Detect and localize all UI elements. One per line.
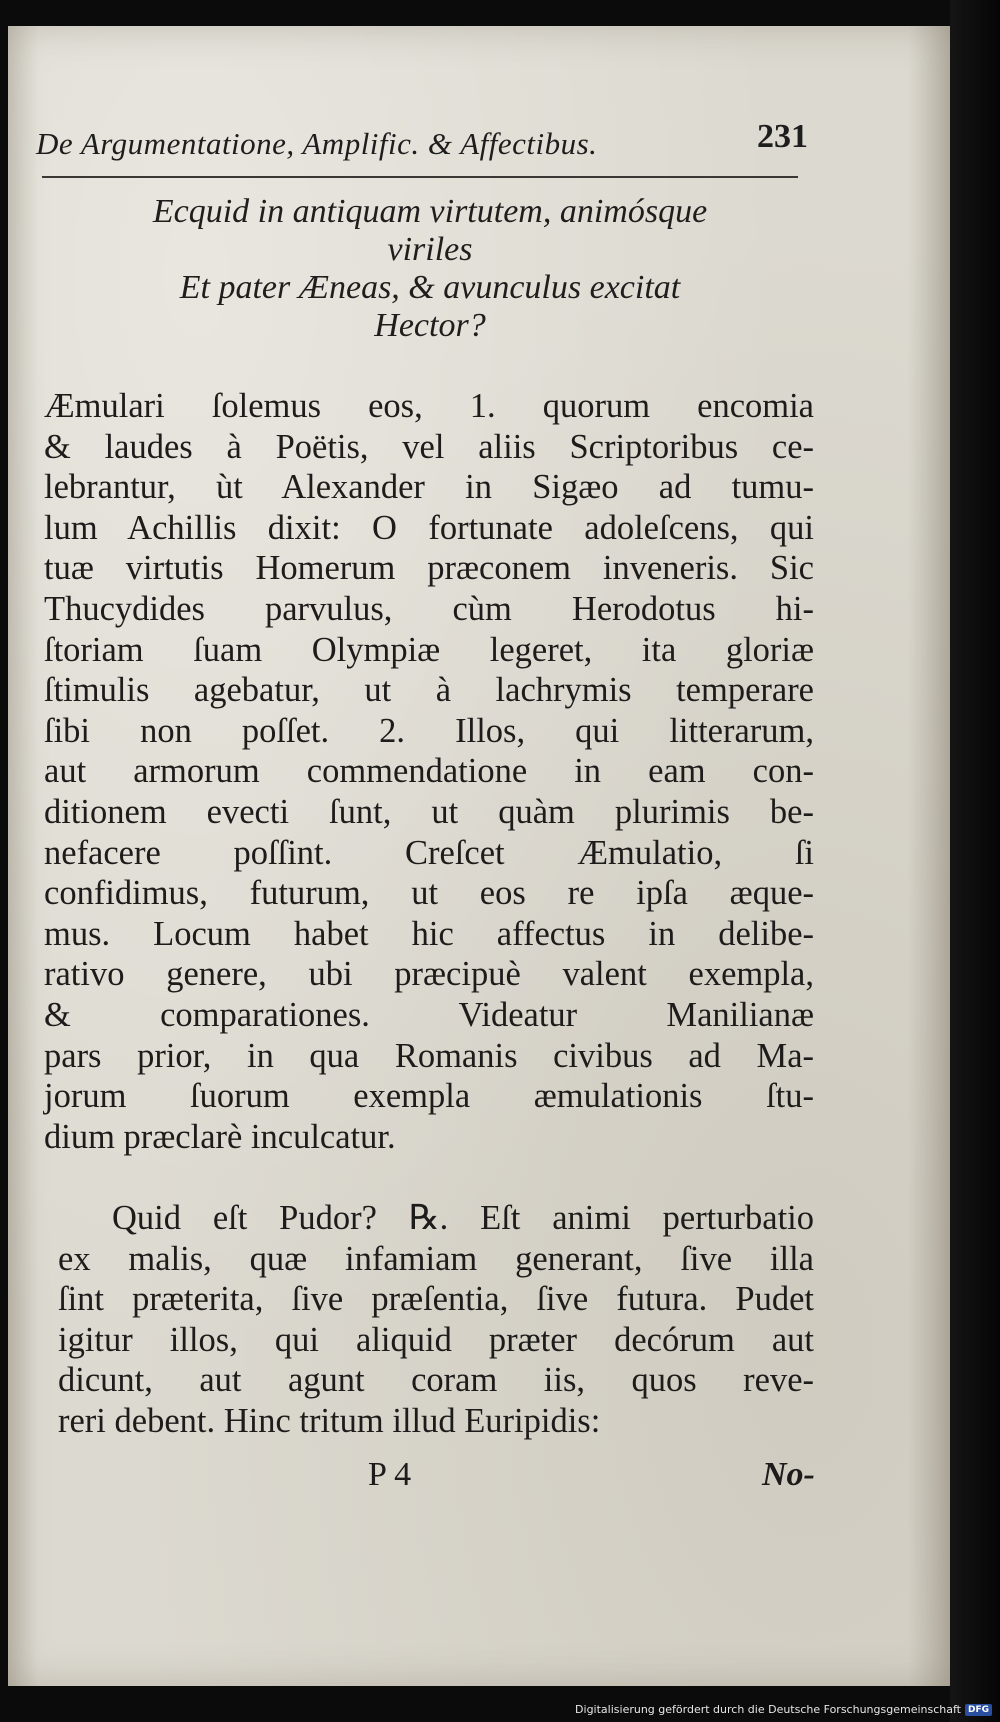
verse-line: Ecquid in antiquam virtutem, animósque: [152, 193, 708, 230]
digitization-credit: [575, 1703, 992, 1716]
text-line: ſint præterita, ſive præſentia, ſive futura. Pudet: [58, 1280, 814, 1319]
verse-line: Et pater Æneas, & avunculus excitat: [179, 269, 681, 306]
text-line: & comparationes. Videatur Manilianæ: [44, 995, 814, 1034]
verse-quotation: [70, 194, 790, 346]
text-line: rativo genere, ubi præcipuè valent exempla,: [44, 955, 814, 994]
text-line: dium præclarè inculcatur.: [44, 1117, 396, 1156]
catchword: No-: [762, 1456, 815, 1493]
page-number: 231: [757, 118, 808, 155]
text-line: dicunt, aut agunt coram iis, quos reve-: [58, 1361, 814, 1400]
dfg-logo-icon: DFG: [965, 1704, 992, 1716]
text-line: reri debent. Hinc tritum illud Euripidis:: [58, 1401, 601, 1440]
text-line: Thucydides parvulus, cùm Herodotus hi-: [44, 589, 814, 628]
text-line: nefacere poſſint. Creſcet Æmulatio, ſi: [44, 833, 814, 872]
text-line: Quid eſt Pudor? ℞. Eſt animi perturbatio: [112, 1199, 814, 1237]
text-line: pars prior, in qua Romanis civibus ad Ma-: [44, 1036, 814, 1075]
text-line: ex malis, quæ infamiam generant, ſive illa: [58, 1239, 814, 1278]
verse-line: viriles: [387, 231, 473, 268]
text-line: aut armorum commendatione in eam con-: [44, 752, 814, 791]
text-line: confidimus, futurum, ut eos re ipſa æque-: [44, 874, 814, 913]
text-line: mus. Locum habet hic affectus in delibe-: [44, 914, 814, 953]
text-line: & laudes à Poëtis, vel aliis Scriptoribus ce-: [44, 427, 814, 466]
paragraph-aemulatio: [44, 386, 814, 1157]
text-line: ſtimulis agebatur, ut à lachrymis temperare: [44, 671, 814, 710]
running-head: De Argumentatione, Amplific. & Affectibus.: [36, 126, 598, 161]
text-line: ditionem evecti ſunt, ut quàm plurimis be-: [44, 792, 814, 831]
paragraph-pudor: [58, 1198, 814, 1442]
verse-line: Hector?: [374, 307, 486, 344]
credit-text: Digitalisierung gefördert durch die Deutsche Forschungsgemeinschaft: [575, 1703, 961, 1716]
text-line: tuæ virtutis Homerum præconem inveneris. Sic: [44, 549, 814, 588]
text-line: lebrantur, ùt Alexander in Sigæo ad tumu-: [44, 468, 814, 507]
book-spine-shadow: [950, 0, 1000, 1722]
text-line: jorum ſuorum exempla æmulationis ſtu-: [44, 1077, 814, 1116]
text-line: ſibi non poſſet. 2. Illos, qui litterarum,: [44, 711, 814, 750]
text-line: Æmulari ſolemus eos, 1. quorum encomia: [44, 387, 814, 425]
book-page: [8, 26, 950, 1686]
text-line: lum Achillis dixit: O fortunate adoleſcens, qui: [44, 508, 814, 547]
signature-mark: P 4: [368, 1456, 412, 1493]
header-rule: [42, 176, 798, 178]
text-line: ſtoriam ſuam Olympiæ legeret, ita gloriæ: [44, 630, 814, 669]
text-line: igitur illos, qui aliquid præter decórum aut: [58, 1320, 814, 1359]
